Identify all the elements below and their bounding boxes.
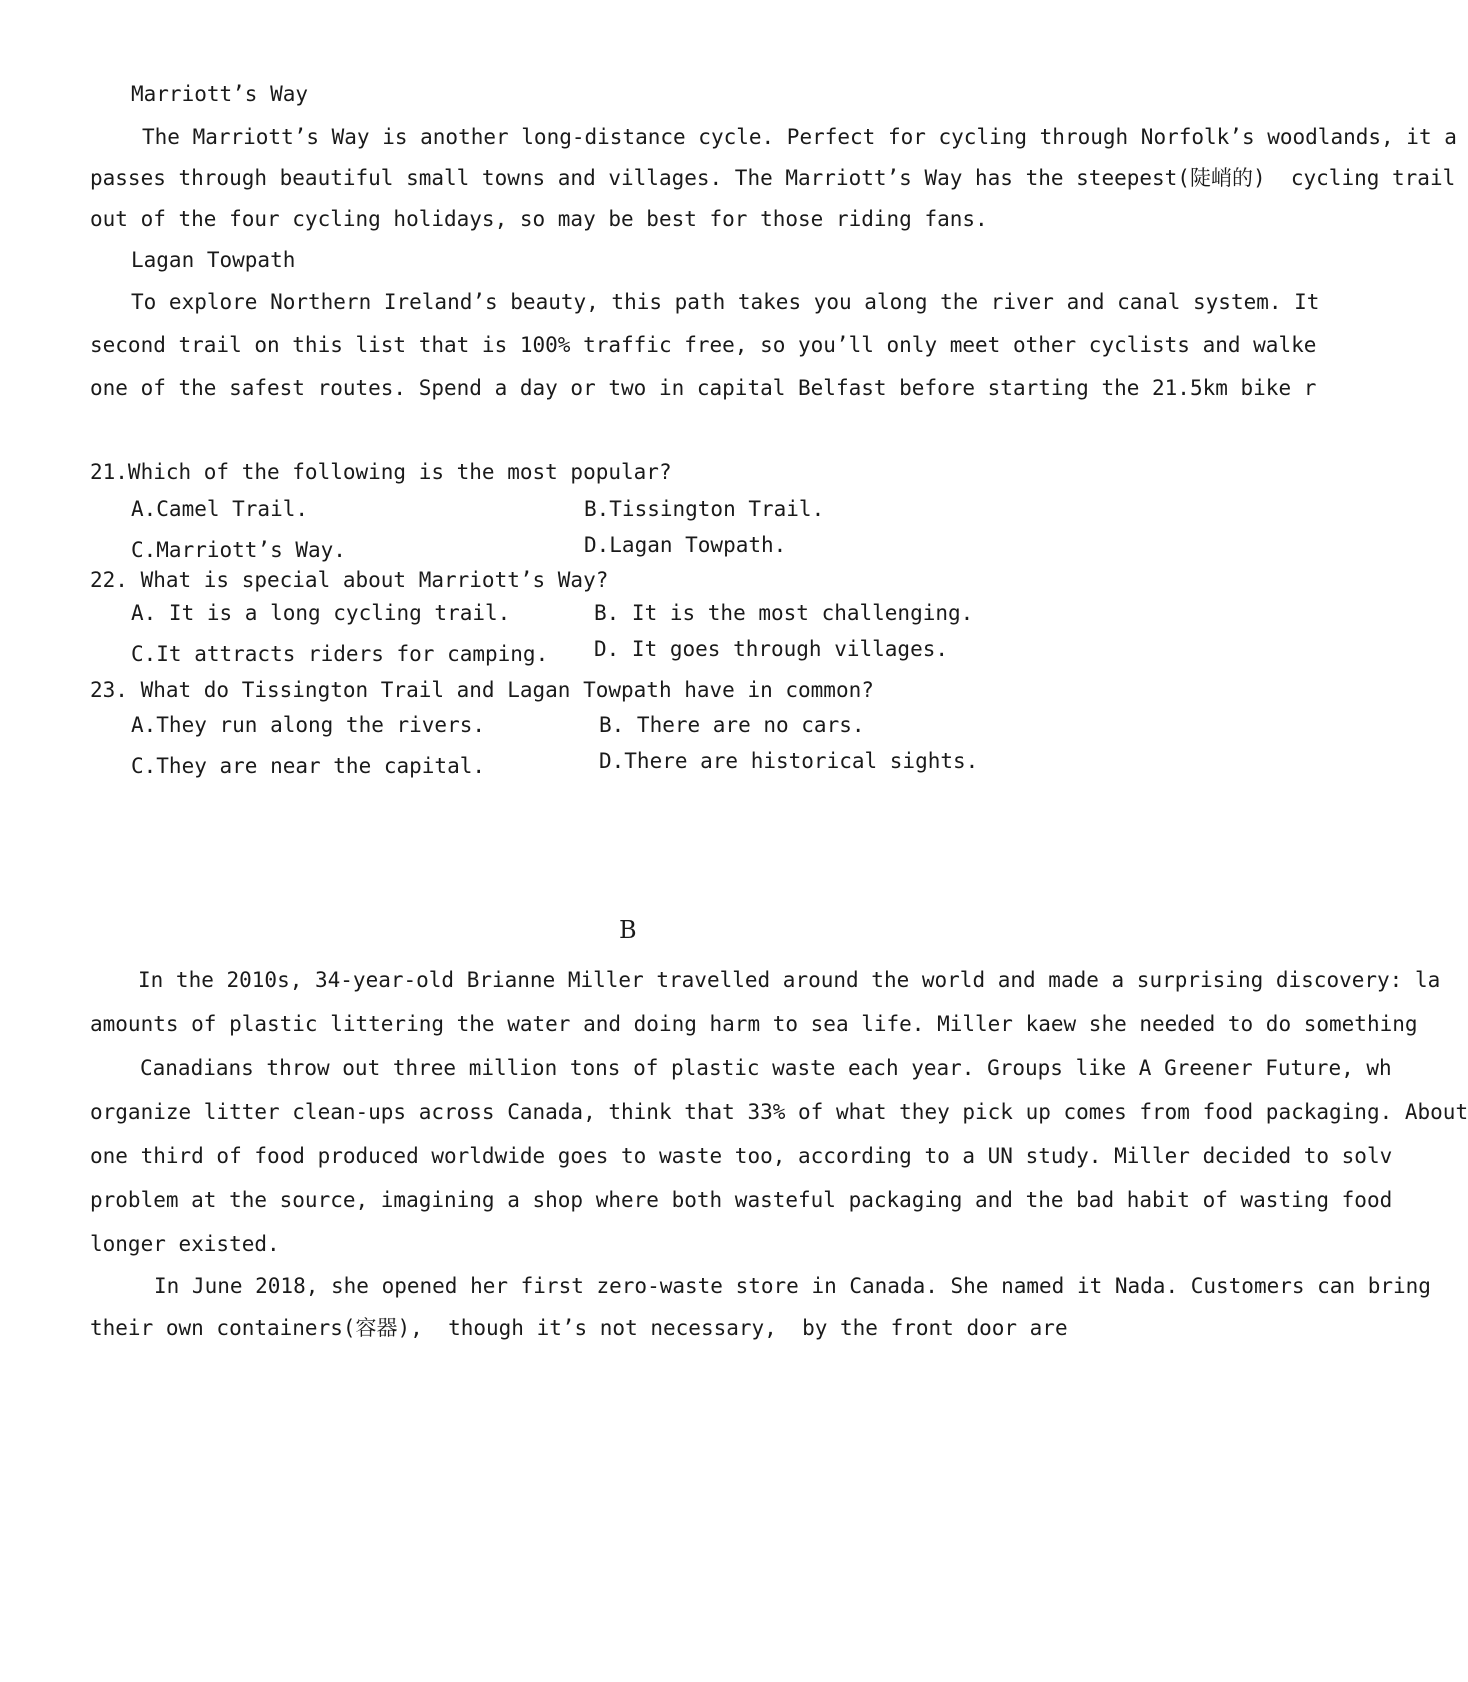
paragraph-line: problem at the source, imagining a shop where both wasteful packaging and the bad habit of wasting food	[90, 1188, 1393, 1212]
paragraph-line: their own containers(容器), though it’s not necessary, by the front door are	[90, 1316, 1068, 1340]
paragraph-line: passes through beautiful small towns and villages. The Marriott’s Way has the steepest(陡峭的) cycling trail	[90, 166, 1456, 190]
answer-option: B.Tissington Trail.	[584, 497, 825, 521]
paragraph-line: second trail on this list that is 100% traffic free, so you’ll only meet other cyclists and walke	[90, 333, 1317, 357]
answer-option: D.Lagan Towpath.	[584, 533, 787, 557]
paragraph-line: To explore Northern Ireland’s beauty, this path takes you along the river and canal system. It	[131, 290, 1320, 314]
answer-option: C.Marriott’s Way.	[131, 538, 346, 562]
paragraph-line: out of the four cycling holidays, so may be best for those riding fans.	[90, 207, 988, 231]
paragraph-line: one third of food produced worldwide goes to waste too, according to a UN study. Miller decided to solv	[90, 1144, 1393, 1168]
paragraph-line: In June 2018, she opened her first zero-waste store in Canada. She named it Nada. Customers can bring	[154, 1274, 1431, 1298]
answer-option: C.They are near the capital.	[131, 754, 486, 778]
answer-option: B. It is the most challenging.	[594, 601, 974, 625]
section-title-lagan-towpath: Lagan Towpath	[131, 248, 296, 272]
answer-option: D. It goes through villages.	[594, 637, 949, 661]
paragraph-line: longer existed.	[90, 1232, 280, 1256]
answer-option: D.There are historical sights.	[599, 749, 979, 773]
question-stem: 21.Which of the following is the most popular?	[90, 460, 672, 484]
paragraph-line: Canadians throw out three million tons of plastic waste each year. Groups like A Greener Future, wh	[140, 1056, 1392, 1080]
question-stem: 23. What do Tissington Trail and Lagan Towpath have in common?	[90, 678, 874, 702]
paragraph-line: one of the safest routes. Spend a day or two in capital Belfast before starting the 21.5km bike r	[90, 376, 1317, 400]
paragraph-line: The Marriott’s Way is another long-distance cycle. Perfect for cycling through Norfolk’s woodlands, it a	[142, 125, 1457, 149]
answer-option: A.They run along the rivers.	[131, 713, 486, 737]
section-title-marriotts-way: Marriott’s Way	[131, 82, 309, 106]
answer-option: A. It is a long cycling trail.	[131, 601, 511, 625]
paragraph-line: In the 2010s, 34-year-old Brianne Miller travelled around the world and made a surprising discovery: la	[138, 968, 1441, 992]
answer-option: C.It attracts riders for camping.	[131, 642, 549, 666]
answer-option: A.Camel Trail.	[131, 497, 309, 521]
section-heading-b: B	[619, 916, 637, 944]
question-stem: 22. What is special about Marriott’s Way?	[90, 568, 609, 592]
paragraph-line: organize litter clean-ups across Canada, think that 33% of what they pick up comes from food packaging. About	[90, 1100, 1468, 1124]
paragraph-line: amounts of plastic littering the water and doing harm to sea life. Miller kaew she needed to do something	[90, 1012, 1418, 1036]
answer-option: B. There are no cars.	[599, 713, 865, 737]
